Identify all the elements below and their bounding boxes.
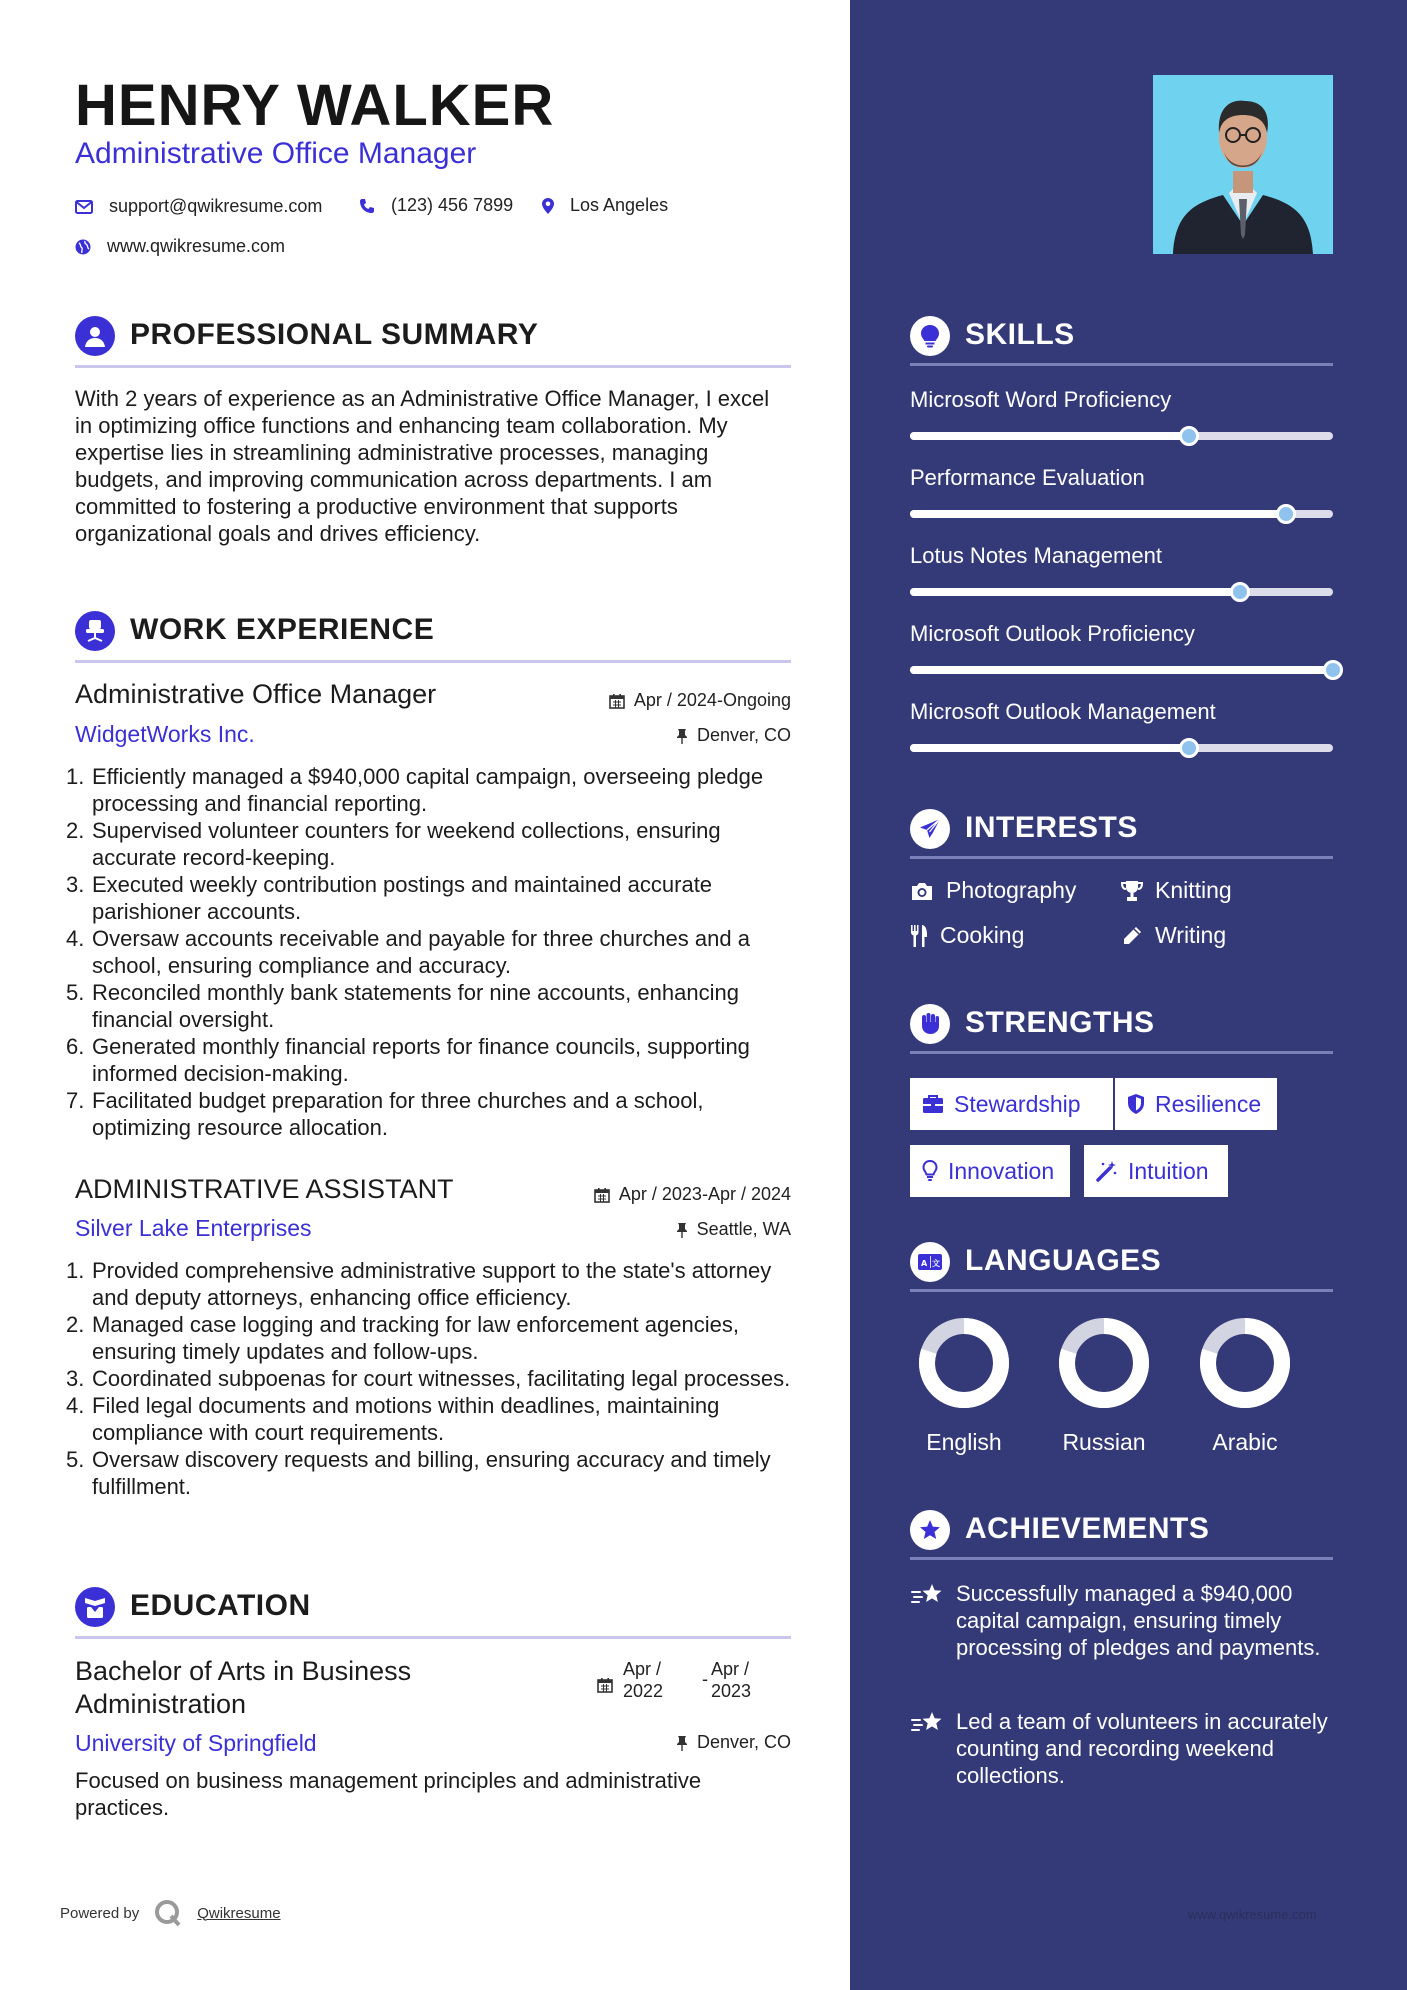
summary-section-header bbox=[75, 316, 791, 368]
contact-phone[interactable] bbox=[359, 195, 513, 216]
skill-bar-fill bbox=[910, 744, 1189, 752]
skill-level-knob bbox=[1179, 426, 1199, 446]
fist-icon bbox=[910, 1004, 950, 1044]
languages-section-header bbox=[910, 1242, 1333, 1292]
skill-level-knob bbox=[1230, 582, 1250, 602]
magic-wand-icon bbox=[1096, 1160, 1118, 1182]
interest-photography bbox=[910, 877, 1076, 904]
achievement-text: Led a team of volunteers in accurately counting and recording weekend collections. bbox=[956, 1709, 1328, 1788]
job-duties-list bbox=[66, 1257, 796, 1500]
candidate-name: HENRY WALKER bbox=[75, 73, 555, 138]
experience-section-header bbox=[75, 611, 791, 663]
phone-icon bbox=[359, 198, 375, 214]
calendar-icon bbox=[597, 1677, 613, 1693]
shield-icon bbox=[1127, 1093, 1145, 1115]
duty-text: Coordinated subpoenas for court witnesses, facilitating legal processes. bbox=[92, 1366, 791, 1391]
job-location bbox=[676, 1219, 791, 1240]
skill-bar bbox=[910, 744, 1333, 752]
duty-item bbox=[66, 871, 796, 925]
job-location bbox=[676, 725, 791, 746]
language-icon bbox=[910, 1242, 950, 1282]
duty-text: Managed case logging and tracking for law enforcement agencies, ensuring timely updates and follow-ups. bbox=[92, 1312, 739, 1364]
start-date-month: Apr / bbox=[623, 1659, 662, 1679]
calendar-icon bbox=[609, 693, 625, 709]
powered-by-text: Powered by bbox=[60, 1904, 140, 1922]
achievement-item bbox=[910, 1708, 1350, 1789]
duty-item bbox=[66, 763, 796, 817]
duty-text: Oversaw accounts receivable and payable for three churches and a school, ensuring compliance and accuracy. bbox=[92, 926, 750, 978]
skill-bar bbox=[910, 666, 1333, 674]
shooting-star-icon bbox=[910, 1582, 946, 1608]
education-title: EDUCATION bbox=[130, 1589, 311, 1622]
strength-label: Resilience bbox=[1155, 1090, 1262, 1117]
star-icon bbox=[910, 1510, 950, 1550]
achievement-text: Successfully managed a $940,000 capital campaign, ensuring timely processing of pledges and payments. bbox=[956, 1581, 1321, 1660]
duty-number: 3. bbox=[66, 1366, 85, 1391]
education-section-header bbox=[75, 1587, 791, 1639]
duty-number: 5. bbox=[66, 980, 85, 1005]
skill-bar-fill bbox=[910, 510, 1286, 518]
duty-text: Oversaw discovery requests and billing, ensuring accuracy and timely fulfillment. bbox=[92, 1447, 771, 1499]
interest-label: Cooking bbox=[940, 922, 1025, 948]
strength-resilience bbox=[1115, 1078, 1277, 1130]
duty-item bbox=[66, 1311, 796, 1365]
duty-text: Filed legal documents and motions within deadlines, maintaining compliance with court requirements. bbox=[92, 1393, 720, 1445]
duty-item bbox=[66, 817, 796, 871]
duty-text: Facilitated budget preparation for three churches and a school, optimizing resource allocation. bbox=[92, 1088, 704, 1140]
pushpin-icon bbox=[676, 1735, 688, 1751]
end-date-month: Apr / bbox=[711, 1659, 750, 1679]
graduate-icon bbox=[75, 1587, 115, 1627]
paper-plane-icon bbox=[910, 809, 950, 849]
duty-item bbox=[66, 1087, 796, 1141]
user-icon bbox=[75, 316, 115, 356]
summary-title: PROFESSIONAL SUMMARY bbox=[130, 318, 539, 351]
strength-label: Intuition bbox=[1128, 1157, 1209, 1184]
duty-number: 1. bbox=[66, 764, 85, 789]
language-label: Russian bbox=[1062, 1429, 1146, 1455]
duty-number: 5. bbox=[66, 1447, 85, 1472]
summary-text: With 2 years of experience as an Administrative Office Manager, I excel in optimizing office functions and enhancing team collaboration. My expertise lies in streamlining administrative processes, managing budgets, and improving communication across departments. I am committed to fostering a productive environment that supports organizational goals and drives efficiency. bbox=[75, 386, 770, 546]
skill-bar bbox=[910, 588, 1333, 596]
duty-text: Generated monthly financial reports for finance councils, supporting informed decision-making. bbox=[92, 1034, 750, 1086]
map-pin-icon bbox=[542, 198, 554, 214]
interest-cooking bbox=[910, 922, 1024, 949]
contact-website[interactable] bbox=[75, 236, 285, 257]
email-text: support@qwikresume.com bbox=[109, 196, 323, 216]
skills-title: SKILLS bbox=[965, 318, 1075, 351]
duty-item bbox=[66, 1033, 796, 1087]
svg-text:A: A bbox=[921, 1259, 928, 1268]
lightbulb-icon bbox=[922, 1160, 938, 1182]
briefcase-icon bbox=[922, 1094, 944, 1114]
skill-bar-fill bbox=[910, 432, 1189, 440]
school-name: University of Springfield bbox=[75, 1730, 317, 1756]
end-date-year: 2023 bbox=[711, 1681, 752, 1701]
office-chair-icon bbox=[75, 611, 115, 651]
skill-label: Performance Evaluation bbox=[910, 465, 1145, 490]
degree-line-2: Administration bbox=[75, 1689, 247, 1719]
company-name: Silver Lake Enterprises bbox=[75, 1215, 312, 1241]
language-label: English bbox=[926, 1429, 1002, 1455]
skill-bar bbox=[910, 510, 1333, 518]
skill-bar bbox=[910, 432, 1333, 440]
skill-label: Microsoft Outlook Proficiency bbox=[910, 621, 1195, 646]
job-location-text: Seattle, WA bbox=[696, 1219, 791, 1239]
calendar-icon bbox=[594, 1187, 610, 1203]
job-dates bbox=[594, 1184, 791, 1205]
envelope-icon bbox=[75, 200, 93, 214]
profile-photo bbox=[1153, 75, 1333, 254]
qwikresume-link[interactable]: Qwikresume bbox=[197, 1904, 281, 1922]
interest-knitting bbox=[1121, 877, 1232, 904]
contact-location bbox=[542, 195, 668, 216]
powered-by bbox=[60, 1898, 281, 1928]
interest-writing bbox=[1121, 922, 1226, 949]
svg-text:文: 文 bbox=[932, 1259, 940, 1268]
skill-bar-fill bbox=[910, 588, 1240, 596]
utensils-icon bbox=[910, 924, 928, 948]
duty-item bbox=[66, 925, 796, 979]
company-name: WidgetWorks Inc. bbox=[75, 721, 255, 747]
interests-section-header bbox=[910, 809, 1333, 859]
duty-number: 2. bbox=[66, 818, 85, 843]
achievement-item bbox=[910, 1580, 1350, 1661]
sidebar bbox=[850, 0, 1407, 1990]
language-ring bbox=[916, 1315, 1012, 1416]
duty-number: 3. bbox=[66, 872, 85, 897]
pushpin-icon bbox=[676, 728, 688, 744]
duty-item bbox=[66, 1446, 796, 1500]
strengths-section-header bbox=[910, 1004, 1333, 1054]
skill-label: Microsoft Outlook Management bbox=[910, 699, 1216, 724]
job-dates-text: Apr / 2023-Apr / 2024 bbox=[618, 1184, 791, 1204]
footer-site[interactable]: www.qwikresume.com bbox=[1188, 1907, 1317, 1922]
interest-label: Writing bbox=[1155, 922, 1227, 948]
skill-level-knob bbox=[1276, 504, 1296, 524]
duty-text: Provided comprehensive administrative support to the state's attorney and deputy attorneys, enhancing office efficiency. bbox=[92, 1258, 772, 1310]
job-title: Administrative Office Manager bbox=[75, 679, 437, 709]
skill-label: Microsoft Word Proficiency bbox=[910, 387, 1172, 412]
strength-label: Stewardship bbox=[954, 1090, 1081, 1117]
shooting-star-icon bbox=[910, 1710, 946, 1736]
interests-title: INTERESTS bbox=[965, 811, 1138, 844]
strength-label: Innovation bbox=[948, 1157, 1055, 1184]
skill-label: Lotus Notes Management bbox=[910, 543, 1162, 568]
duty-item bbox=[66, 979, 796, 1033]
website-text: www.qwikresume.com bbox=[107, 236, 286, 256]
interest-label: Photography bbox=[946, 877, 1077, 903]
strengths-title: STRENGTHS bbox=[965, 1006, 1155, 1039]
achievements-section-header bbox=[910, 1510, 1333, 1560]
location-text: Los Angeles bbox=[570, 195, 669, 215]
duty-number: 4. bbox=[66, 926, 85, 951]
duty-item bbox=[66, 1392, 796, 1446]
duty-text: Supervised volunteer counters for weekend collections, ensuring accurate record-keeping. bbox=[92, 818, 721, 870]
achievements-title: ACHIEVEMENTS bbox=[965, 1512, 1210, 1545]
job-duties-list bbox=[66, 763, 796, 1141]
language-label: Arabic bbox=[1212, 1429, 1278, 1455]
trophy-icon bbox=[1121, 880, 1143, 902]
qwikresume-logo-icon bbox=[153, 1898, 183, 1928]
education-text: Focused on business management principles and administrative practices. bbox=[75, 1768, 702, 1820]
duty-number: 1. bbox=[66, 1258, 85, 1283]
interest-label: Knitting bbox=[1155, 877, 1232, 903]
skills-section-header bbox=[910, 316, 1333, 366]
skill-level-knob bbox=[1179, 738, 1199, 758]
degree-line-1: Bachelor of Arts in Business bbox=[75, 1656, 412, 1686]
degree-name bbox=[75, 1655, 411, 1721]
language-ring bbox=[1056, 1315, 1152, 1416]
duty-number: 6. bbox=[66, 1034, 85, 1059]
start-date-year: 2022 bbox=[623, 1681, 664, 1701]
duty-text: Efficiently managed a $940,000 capital campaign, overseeing pledge processing and financial reporting. bbox=[92, 764, 764, 816]
duty-text: Reconciled monthly bank statements for nine accounts, enhancing financial oversight. bbox=[92, 980, 739, 1032]
contact-email[interactable] bbox=[75, 196, 322, 217]
strength-innovation bbox=[910, 1145, 1070, 1197]
camera-icon bbox=[910, 881, 934, 901]
pushpin-icon bbox=[676, 1222, 688, 1238]
experience-title: WORK EXPERIENCE bbox=[130, 613, 435, 646]
strength-intuition bbox=[1084, 1145, 1228, 1197]
duty-number: 7. bbox=[66, 1088, 85, 1113]
language-ring bbox=[1197, 1315, 1293, 1416]
education-location-text: Denver, CO bbox=[696, 1732, 791, 1752]
job-title: ADMINISTRATIVE ASSISTANT bbox=[75, 1174, 454, 1204]
duty-number: 2. bbox=[66, 1312, 85, 1337]
duty-item bbox=[66, 1365, 796, 1392]
job-location-text: Denver, CO bbox=[696, 725, 791, 745]
lightbulb-icon bbox=[910, 316, 950, 356]
education-location bbox=[676, 1732, 791, 1753]
pencil-icon bbox=[1121, 925, 1143, 947]
date-separator: - bbox=[702, 1669, 708, 1689]
duty-text: Executed weekly contribution postings and maintained accurate parishioner accounts. bbox=[92, 872, 713, 924]
strength-stewardship bbox=[910, 1078, 1113, 1130]
duty-item bbox=[66, 1257, 796, 1311]
skill-level-knob bbox=[1323, 660, 1343, 680]
duty-number: 4. bbox=[66, 1393, 85, 1418]
job-dates-text: Apr / 2024-Ongoing bbox=[633, 690, 791, 710]
languages-title: LANGUAGES bbox=[965, 1244, 1162, 1277]
phone-text: (123) 456 7899 bbox=[391, 195, 514, 215]
job-dates bbox=[609, 690, 791, 711]
skill-bar-fill bbox=[910, 666, 1333, 674]
candidate-role: Administrative Office Manager bbox=[75, 137, 477, 170]
globe-icon bbox=[75, 239, 91, 255]
